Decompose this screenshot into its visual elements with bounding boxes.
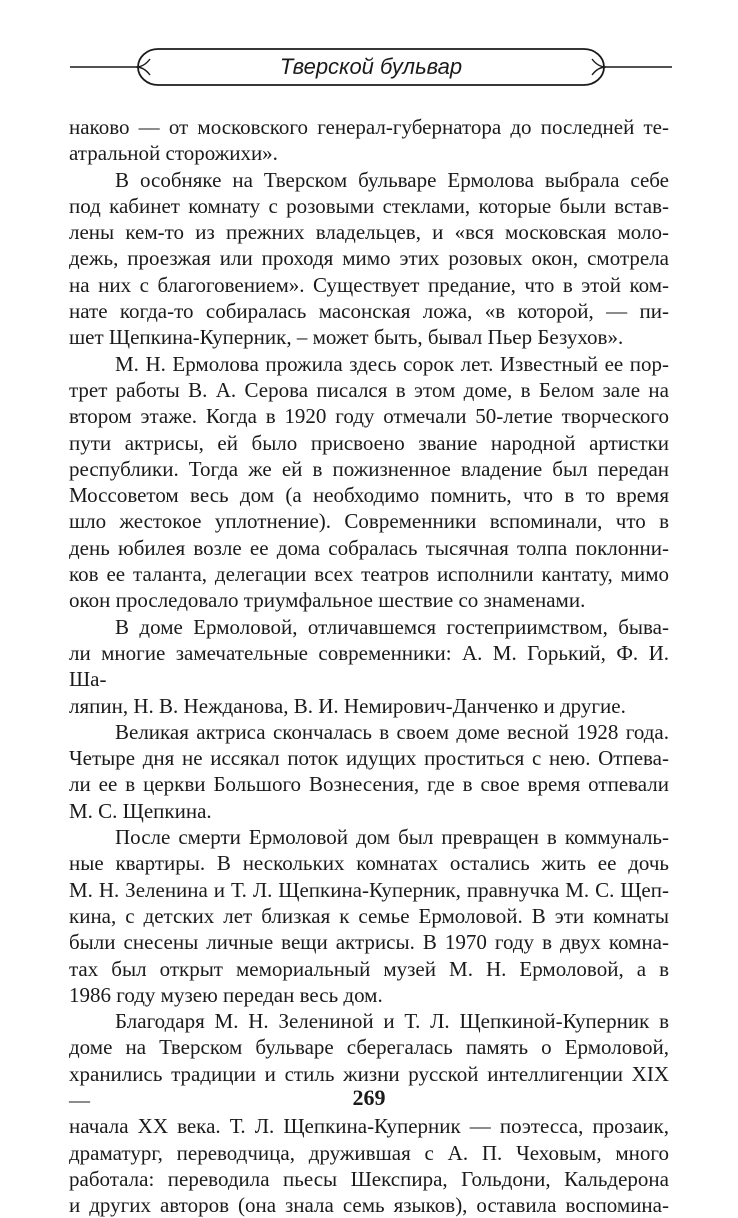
text-line: доме на Тверском бульваре сберегалась память о Ермоловой, — [69, 1035, 669, 1060]
text-line: шет Щепкина-Куперник, – может быть, бывал Пьер Безухов». — [69, 325, 624, 350]
text-line: работала: переводила пьесы Шекспира, Гольдони, Кальдерона — [69, 1166, 669, 1191]
text-line: и других авторов (она знала семь языков), оставила воспомина- — [69, 1193, 669, 1218]
text-line: втором этаже. Когда в 1920 году отмечали 50-летие творческого — [69, 404, 669, 429]
text-line: хранились традиции и стиль жизни русской интеллигенции XIX — — [69, 1061, 669, 1112]
text-line: пути актрисы, ей было присвоено звание народной артистки — [69, 430, 669, 455]
text-line: начала XX века. Т. Л. Щепкина-Куперник — поэтесса, прозаик, — [69, 1114, 669, 1139]
text-line: трет работы В. А. Серова писался в этом доме, в Белом зале на — [69, 377, 669, 402]
text-line: М. Н. Ермолова прожила здесь сорок лет. Известный ее пор- — [115, 351, 669, 376]
text-line: окон проследовало триумфальное шествие со знаменами. — [69, 588, 586, 613]
text-line: ляпин, Н. В. Нежданова, В. И. Немирович-Данченко и другие. — [69, 693, 626, 718]
text-line: Благодаря М. Н. Зелениной и Т. Л. Щепкиной-Куперник в — [115, 1009, 669, 1034]
text-line: день юбилея возле ее дома собралась тысячная толпа поклонни- — [69, 535, 669, 560]
text-line: были снесены личные вещи актрисы. В 1970 году в двух комна- — [69, 930, 669, 955]
text-line: шло жестокое уплотнение). Современники вспоминали, что в — [69, 509, 669, 534]
text-line: ные квартиры. В нескольких комнатах остались жить ее дочь — [69, 851, 669, 876]
text-line: 1986 году музею передан весь дом. — [69, 982, 383, 1007]
text-line: Моссоветом весь дом (а необходимо помнить, что в то время — [69, 483, 669, 508]
text-line: М. С. Щепкина. — [69, 798, 212, 823]
text-line: ков ее таланта, делегации всех театров исполнили кантату, мимо — [69, 562, 669, 587]
text-line: под кабинет комнату с розовыми стеклами, которые были встав- — [69, 193, 669, 218]
text-line: ли многие замечательные современники: А. М. Горький, Ф. И. Ша- — [69, 640, 669, 692]
text-line: тах был открыт мемориальный музей М. Н. Ермоловой, а в — [69, 956, 669, 981]
text-line: лены кем-то из прежних владельцев, и «вся московская моло- — [69, 220, 669, 245]
text-line: После смерти Ермоловой дом был превращен в коммуналь- — [115, 825, 669, 850]
running-header — [70, 44, 672, 90]
body-text — [69, 114, 669, 1218]
text-line: Четыре дня не иссякал поток идущих проститься с нею. Отпева- — [69, 746, 669, 771]
text-line: В особняке на Тверском бульваре Ермолова выбрала себе — [115, 167, 669, 192]
page-number: 269 — [352, 1085, 386, 1110]
text-line: В доме Ермоловой, отличавшемся гостеприимством, быва- — [115, 614, 669, 639]
text-line: Великая актриса скончалась в своем доме весной 1928 года. — [115, 719, 669, 744]
text-line: ли ее в церкви Большого Вознесения, где в свое время отпевали — [69, 772, 669, 797]
text-line: драматург, переводчица, дружившая с А. П. Чеховым, много — [69, 1140, 669, 1165]
header-title: Тверской бульвар — [279, 54, 463, 79]
text-line: наково — от московского генерал-губернатора до последней те- — [69, 115, 669, 139]
text-line: на них с благоговением». Существует предание, что в этой ком- — [69, 272, 669, 297]
text-line: республики. Тогда же ей в пожизненное владение был передан — [69, 456, 669, 481]
text-line: нате когда-то собиралась масонская ложа, «в которой, — пи- — [69, 299, 669, 324]
text-line: атральной сторожихи». — [69, 141, 278, 166]
text-line: дежь, проезжая или проходя мимо этих розовых окон, смотрела — [69, 246, 669, 271]
text-line: М. Н. Зеленина и Т. Л. Щепкина-Куперник, правнучка М. С. Щеп- — [69, 877, 669, 902]
text-line: кина, с детских лет близкая к семье Ермоловой. В эти комнаты — [69, 903, 669, 928]
